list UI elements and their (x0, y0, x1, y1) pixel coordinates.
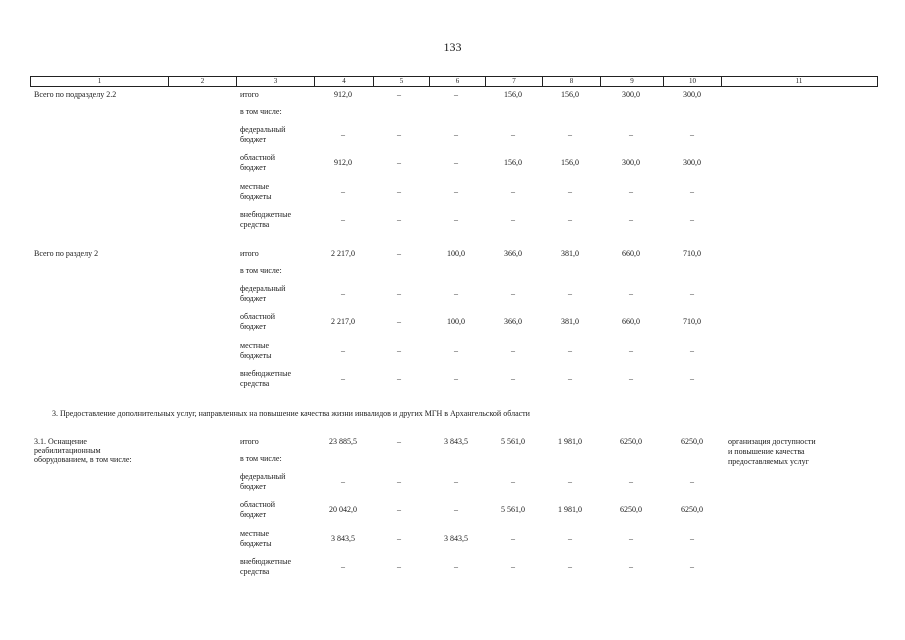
cell-federal-col8: – (568, 477, 572, 486)
cell-total-col6: 3 843,5 (444, 437, 468, 446)
block-note: организация доступности (728, 437, 816, 446)
block-title: 3.1. Оснащение (34, 437, 87, 446)
cell-total-col7: 156,0 (504, 90, 522, 99)
row-label-total: итого (240, 90, 259, 99)
row-label-extra: средства (240, 567, 270, 576)
cell-extra-col7: – (511, 562, 515, 571)
cell-regional-col10: 300,0 (683, 158, 701, 167)
row-label-including: в том числе: (240, 107, 282, 116)
cell-local-col4: – (341, 346, 345, 355)
cell-local-col4: – (341, 187, 345, 196)
cell-local-col5: – (397, 346, 401, 355)
cell-extra-col6: – (454, 374, 458, 383)
cell-extra-col7: – (511, 215, 515, 224)
cell-extra-col9: – (629, 215, 633, 224)
cell-total-col9: 660,0 (622, 249, 640, 258)
cell-local-col8: – (568, 534, 572, 543)
row-label-regional: бюджет (240, 163, 267, 172)
cell-regional-col9: 300,0 (622, 158, 640, 167)
cell-total-col7: 5 561,0 (501, 437, 525, 446)
cell-extra-col4: – (341, 215, 345, 224)
section-heading: 3. Предоставление дополнительных услуг, направленных на повышение качества жизни инвалидов и других МГН в Архангельской области (52, 409, 530, 418)
row-label-total: итого (240, 437, 259, 446)
cell-federal-col5: – (397, 477, 401, 486)
cell-regional-col5: – (397, 505, 401, 514)
cell-federal-col4: – (341, 130, 345, 139)
cell-regional-col7: 366,0 (504, 317, 522, 326)
row-label-local: местные (240, 182, 270, 191)
cell-extra-col4: – (341, 374, 345, 383)
cell-extra-col5: – (397, 562, 401, 571)
cell-total-col8: 381,0 (561, 249, 579, 258)
cell-regional-col8: 381,0 (561, 317, 579, 326)
cell-total-col7: 366,0 (504, 249, 522, 258)
row-label-regional: областной (240, 153, 276, 162)
cell-regional-col5: – (397, 158, 401, 167)
cell-extra-col9: – (629, 374, 633, 383)
cell-extra-col6: – (454, 562, 458, 571)
row-label-local: бюджеты (240, 192, 272, 201)
cell-regional-col4: 2 217,0 (331, 317, 355, 326)
cell-regional-col5: – (397, 317, 401, 326)
cell-regional-col4: 20 042,0 (329, 505, 357, 514)
cell-extra-col6: – (454, 215, 458, 224)
cell-extra-col5: – (397, 374, 401, 383)
row-label-including: в том числе: (240, 454, 282, 463)
row-label-federal: федеральный (240, 125, 286, 134)
cell-federal-col6: – (454, 130, 458, 139)
header-cell-11: 11 (795, 77, 803, 85)
cell-extra-col8: – (568, 374, 572, 383)
cell-federal-col4: – (341, 289, 345, 298)
cell-regional-col8: 1 981,0 (558, 505, 582, 514)
row-label-extra: внебюджетные (240, 210, 291, 219)
row-label-local: местные (240, 341, 270, 350)
cell-federal-col5: – (397, 289, 401, 298)
cell-extra-col5: – (397, 215, 401, 224)
cell-total-col6: – (454, 90, 458, 99)
row-label-local: бюджеты (240, 351, 272, 360)
cell-local-col5: – (397, 534, 401, 543)
cell-total-col8: 1 981,0 (558, 437, 582, 446)
cell-federal-col10: – (690, 477, 694, 486)
cell-federal-col7: – (511, 289, 515, 298)
row-label-federal: бюджет (240, 294, 267, 303)
cell-federal-col7: – (511, 477, 515, 486)
row-label-extra: внебюджетные (240, 557, 291, 566)
cell-local-col8: – (568, 187, 572, 196)
header-cell-10: 10 (664, 77, 722, 86)
cell-local-col5: – (397, 187, 401, 196)
cell-local-col10: – (690, 346, 694, 355)
cell-total-col6: 100,0 (447, 249, 465, 258)
cell-regional-col4: 912,0 (334, 158, 352, 167)
cell-federal-col6: – (454, 477, 458, 486)
cell-regional-col9: 660,0 (622, 317, 640, 326)
cell-local-col8: – (568, 346, 572, 355)
row-label-federal: бюджет (240, 135, 267, 144)
block-title: реабилитационным (34, 446, 101, 455)
cell-regional-col8: 156,0 (561, 158, 579, 167)
header-cell-4: 4 (315, 77, 374, 86)
cell-extra-col8: – (568, 562, 572, 571)
cell-total-col8: 156,0 (561, 90, 579, 99)
header-cell-3: 3 (237, 77, 315, 86)
cell-federal-col10: – (690, 289, 694, 298)
cell-regional-col6: 100,0 (447, 317, 465, 326)
cell-extra-col10: – (690, 374, 694, 383)
row-label-local: бюджеты (240, 539, 272, 548)
cell-total-col5: – (397, 437, 401, 446)
cell-regional-col6: – (454, 158, 458, 167)
cell-local-col7: – (511, 187, 515, 196)
row-label-regional: областной (240, 312, 276, 321)
cell-total-col10: 710,0 (683, 249, 701, 258)
cell-federal-col10: – (690, 130, 694, 139)
cell-total-col9: 6250,0 (620, 437, 642, 446)
row-label-regional: бюджет (240, 322, 267, 331)
header-cell-1: 1 (31, 77, 169, 86)
cell-local-col7: – (511, 346, 515, 355)
cell-regional-col10: 6250,0 (681, 505, 703, 514)
cell-total-col5: – (397, 90, 401, 99)
cell-local-col6: – (454, 187, 458, 196)
block-note: предоставляемых услуг (728, 457, 809, 466)
cell-federal-col6: – (454, 289, 458, 298)
block-title: оборудованием, в том числе: (34, 455, 132, 464)
row-label-federal: федеральный (240, 472, 286, 481)
cell-total-col4: 912,0 (334, 90, 352, 99)
cell-federal-col9: – (629, 130, 633, 139)
row-label-regional: областной (240, 500, 276, 509)
header-cell-6: 6 (430, 77, 486, 86)
cell-local-col10: – (690, 187, 694, 196)
cell-federal-col8: – (568, 130, 572, 139)
cell-total-col4: 23 885,5 (329, 437, 357, 446)
cell-regional-col7: 5 561,0 (501, 505, 525, 514)
header-cell-7: 7 (486, 77, 543, 86)
row-label-extra: средства (240, 379, 270, 388)
cell-extra-col4: – (341, 562, 345, 571)
cell-total-col4: 2 217,0 (331, 249, 355, 258)
row-label-total: итого (240, 249, 259, 258)
cell-federal-col7: – (511, 130, 515, 139)
block-title: Всего по подразделу 2.2 (34, 90, 117, 99)
cell-regional-col10: 710,0 (683, 317, 701, 326)
cell-federal-col9: – (629, 289, 633, 298)
block-title: Всего по разделу 2 (34, 249, 99, 258)
row-label-federal: бюджет (240, 482, 267, 491)
cell-extra-col10: – (690, 215, 694, 224)
cell-local-col9: – (629, 346, 633, 355)
cell-local-col6: – (454, 346, 458, 355)
row-label-extra: средства (240, 220, 270, 229)
header-cell-9: 9 (601, 77, 664, 86)
cell-federal-col4: – (341, 477, 345, 486)
cell-local-col9: – (629, 187, 633, 196)
cell-local-col10: – (690, 534, 694, 543)
row-label-regional: бюджет (240, 510, 267, 519)
cell-federal-col9: – (629, 477, 633, 486)
row-label-local: местные (240, 529, 270, 538)
header-cell-2: 2 (169, 77, 237, 86)
cell-extra-col10: – (690, 562, 694, 571)
cell-extra-col8: – (568, 215, 572, 224)
cell-federal-col5: – (397, 130, 401, 139)
cell-regional-col9: 6250,0 (620, 505, 642, 514)
cell-local-col7: – (511, 534, 515, 543)
cell-federal-col8: – (568, 289, 572, 298)
table-header-row (30, 76, 878, 87)
cell-extra-col9: – (629, 562, 633, 571)
cell-total-col9: 300,0 (622, 90, 640, 99)
block-note: и повышение качества (728, 447, 805, 456)
cell-local-col4: 3 843,5 (331, 534, 355, 543)
cell-total-col10: 300,0 (683, 90, 701, 99)
cell-extra-col7: – (511, 374, 515, 383)
cell-regional-col6: – (454, 505, 458, 514)
row-label-extra: внебюджетные (240, 369, 291, 378)
cell-total-col5: – (397, 249, 401, 258)
cell-local-col6: 3 843,5 (444, 534, 468, 543)
cell-regional-col7: 156,0 (504, 158, 522, 167)
page-number: 133 (443, 40, 462, 54)
cell-total-col10: 6250,0 (681, 437, 703, 446)
cell-local-col9: – (629, 534, 633, 543)
header-cell-8: 8 (543, 77, 601, 86)
row-label-including: в том числе: (240, 266, 282, 275)
row-label-federal: федеральный (240, 284, 286, 293)
header-cell-5: 5 (374, 77, 430, 86)
